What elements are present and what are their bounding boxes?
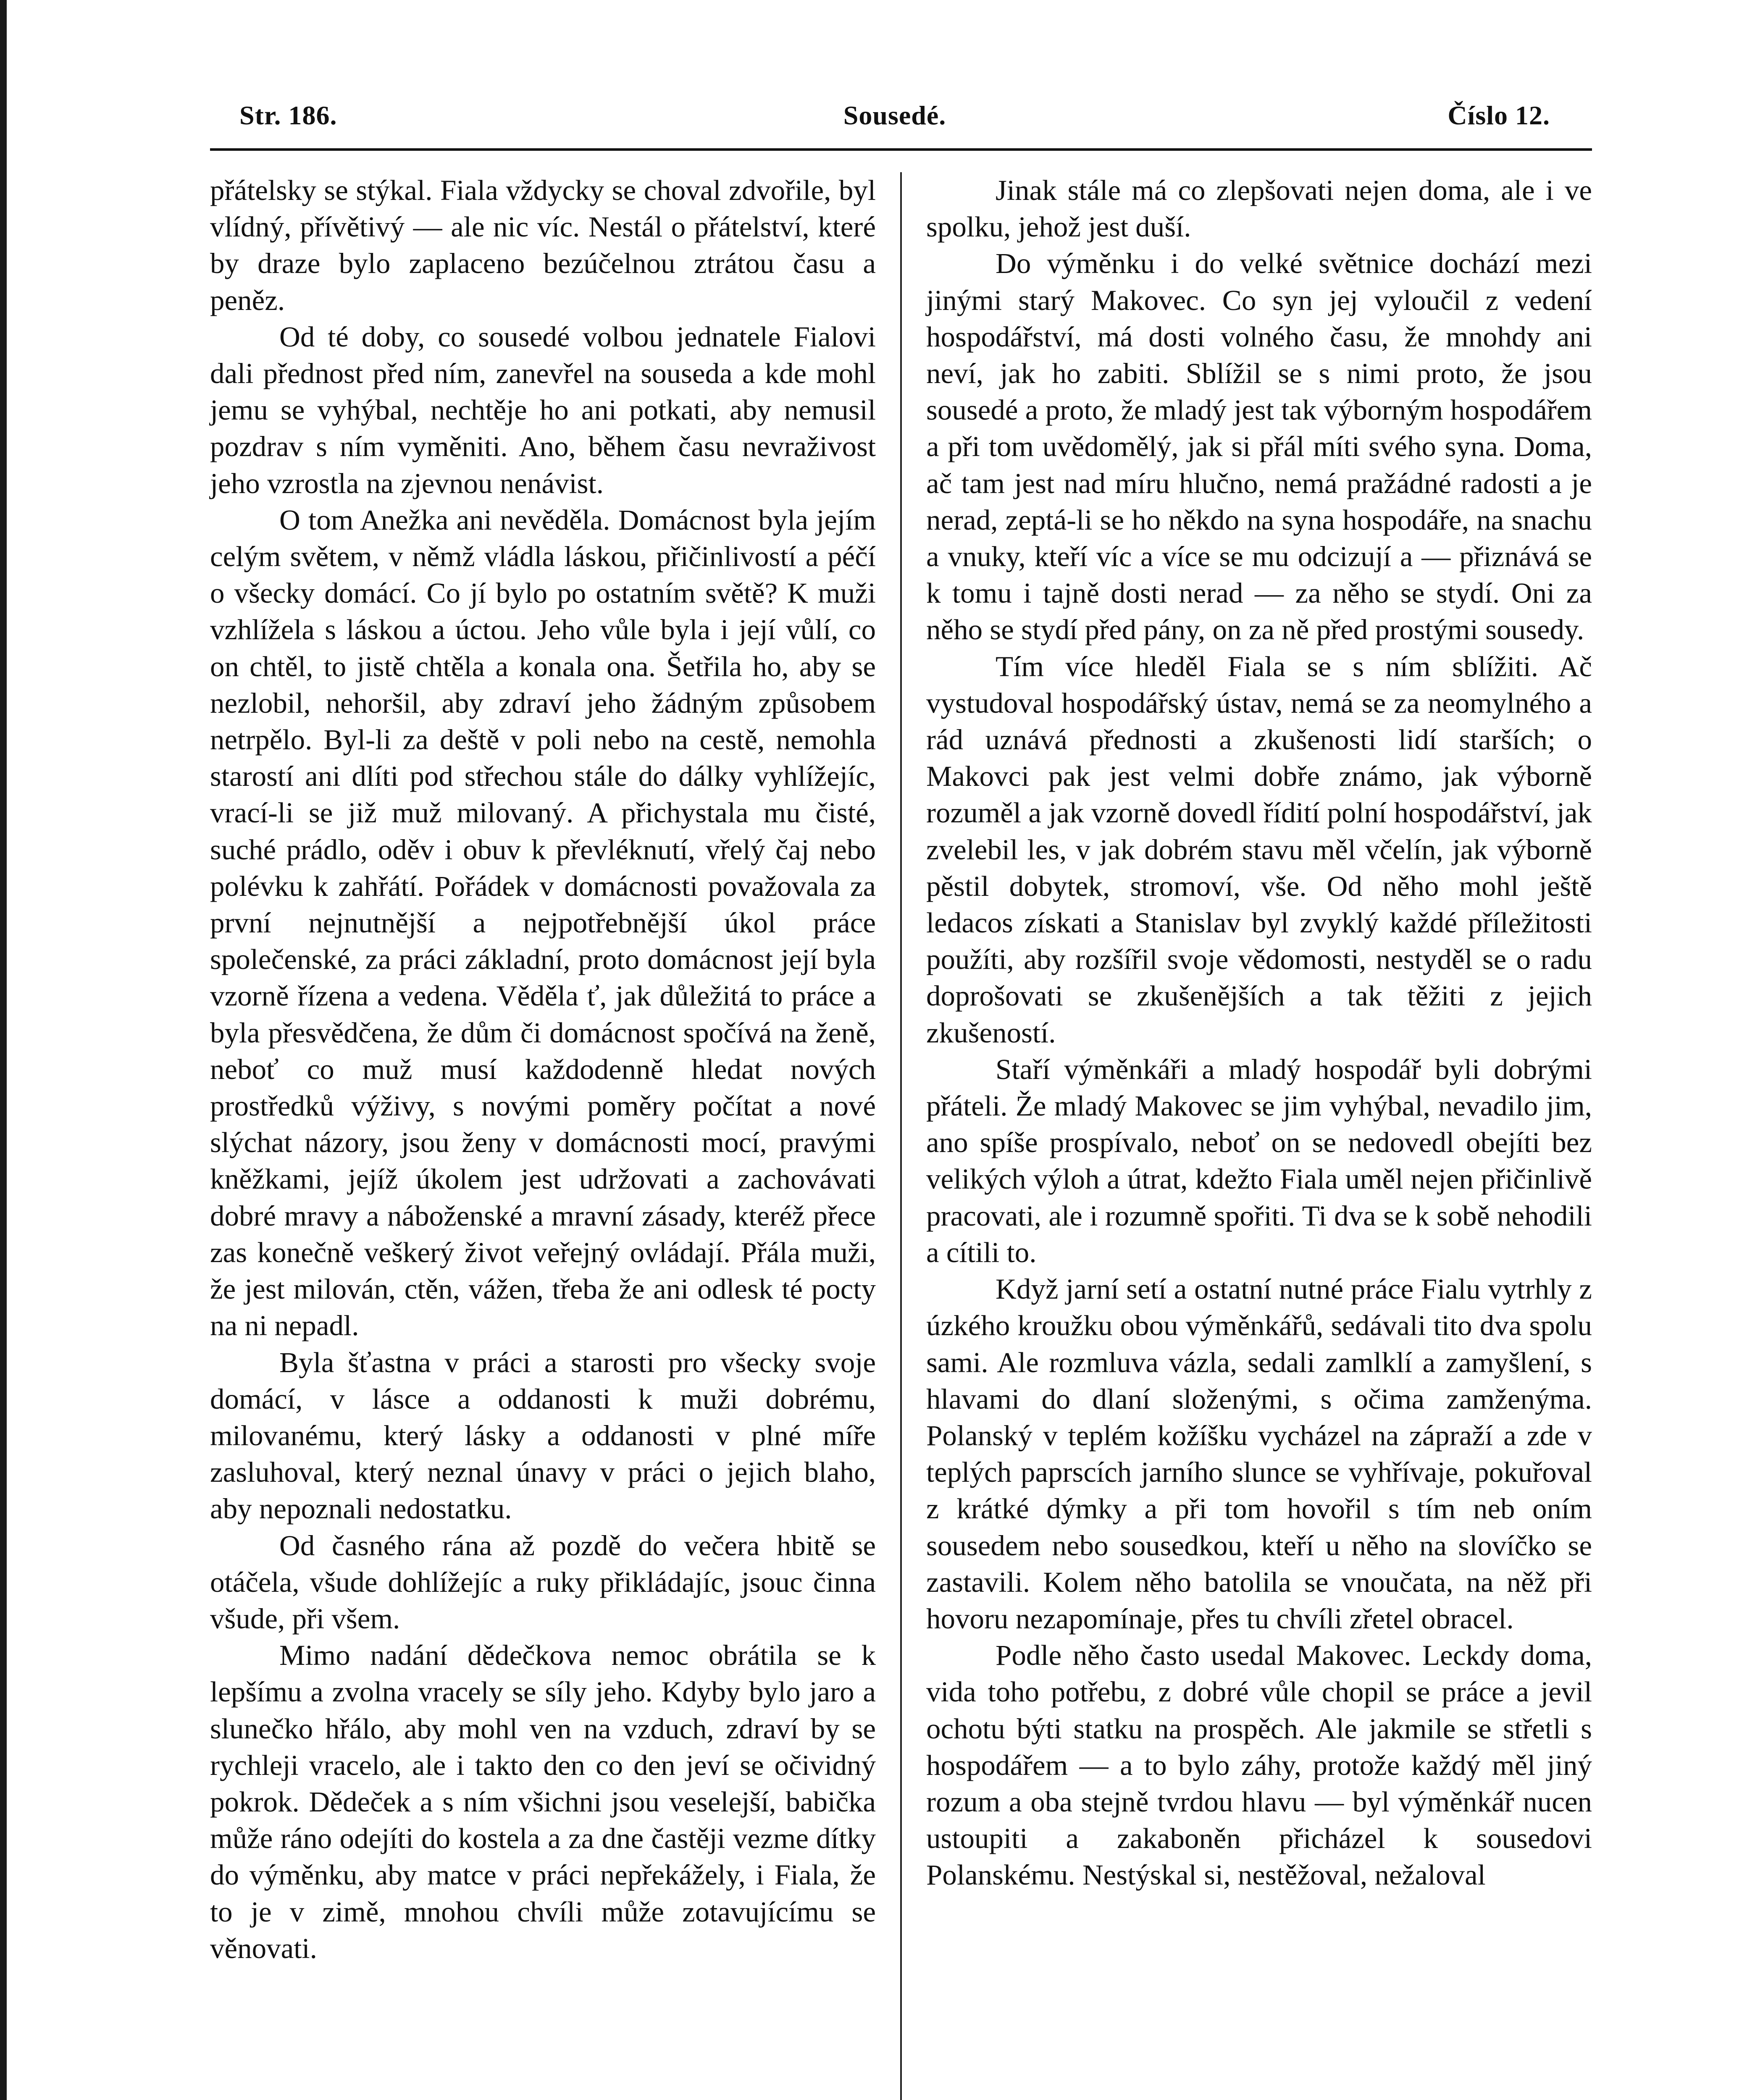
paragraph: Byla šťastna v práci a starosti pro všecky svoje domácí, v lásce a oddanosti k muži dobrému, milovanému, který lásky a oddanosti v plné míře zasluhoval, který neznal únavy v práci o jejich blaho, aby nepoznali nedostatku. xyxy=(210,1346,876,1525)
paragraph: Mimo nadání dědečkova nemoc obrátila se k lepšímu a zvolna vracely se síly jeho. Kdyby bylo jaro a slunečko hřálo, aby mohl ven na vzduch, zdraví by se rychleji vracelo, ale i takto den co den jeví se očividný pokrok. Dědeček a s ním všichni jsou veselejší, babička může ráno odejíti do kostela a za dne častěji vezme dítky do výměnku, aby matce v práci nepřekážely, i Fiala, že to je v zimě, mnohou chvíli může zotavujícímu se věnovati. xyxy=(210,1639,876,1964)
column-divider xyxy=(900,172,902,2100)
page-number: Str. 186. xyxy=(239,100,337,130)
page-header xyxy=(239,100,1550,146)
paragraph: Od časného rána až pozdě do večera hbitě se otáčela, všude dohlížejíc a ruky přikládajíc, jsouc činna všude, při všem. xyxy=(210,1529,876,1635)
paragraph: O tom Anežka ani nevěděla. Domácnost byla jejím celým světem, v němž vládla láskou, přičinlivostí a péčí o všecky domácí. Co jí bylo po ostatním světě? K muži vzhlížela s láskou a úctou. Jeho vůle byla i její vůlí, co on chtěl, to jistě chtěla a konala ona. Šetřila ho, aby se nezlobil, nehoršil, aby zdraví jeho žádným způsobem netrpělo. Byl-li za deště v poli nebo na cestě, nemohla starostí ani dlíti pod střechou stále do dálky vyhlížejíc, vrací-li se již muž milovaný. A přichystala mu čisté, suché prádlo, oděv i obuv k převléknutí, vřelý čaj nebo polévku k zahřátí. Pořádek v domácnosti považovala za první nejnutnější a nejpotřebnější úkol práce společenské, za práci základní, proto domácnost její byla vzorně řízena a vedena. Věděla ť, jak důležitá to práce a byla přesvědčena, že dům či domácnost spočívá na ženě, neboť co muž musí každodenně hledat nových prostředků výživy, s novými poměry počítat a nové slýchat názory, jsou ženy v domácnosti mocí, pravými kněžkami, jejíž úkolem jest udržovati a zachovávati dobré mravy a náboženské a mravní zásady, kteréž přece zas konečně veškerý život veřejný ovládají. Přála muži, že jest milován, ctěn, vážen, třeba že ani odlesk té pocty na ni nepadl. xyxy=(210,504,876,1342)
publication-title: Sousedé. xyxy=(843,100,946,130)
header-rule xyxy=(210,148,1592,151)
left-column xyxy=(210,172,876,1967)
issue-number: Číslo 12. xyxy=(1448,100,1550,130)
paragraph: Tím více hleděl Fiala se s ním sblížiti. Ač vystudoval hospodářský ústav, nemá se za neomylného a rád uznává přednosti a zkušenosti lidí starších; o Makovci pak jest velmi dobře známo, jak výborně rozuměl a jak vzorně dovedl řídití polní hospodářství, jak zvelebil les, v jak dobrém stavu měl včelín, jak výborně pěstil dobytek, stromoví, vše. Od něho mohl ještě ledacos získati a Stanislav byl zvyklý každé příležitosti použíti, aby rozšířil svoje vědomosti, nestyděl se o radu doprošovati se zkušenějších a tak těžiti z jejich zkušeností. xyxy=(926,650,1592,1049)
right-column xyxy=(926,172,1592,1894)
paragraph: Od té doby, co sousedé volbou jednatele Fialovi dali přednost před ním, zanevřel na souseda a kde mohl jemu se vyhýbal, nechtěje ho ani potkati, aby nemusil pozdrav s ním vyměniti. Ano, během času nevraživost jeho vzrostla na zjevnou nenávist. xyxy=(210,320,876,499)
scan-edge xyxy=(0,0,7,2100)
paragraph: Podle něho často usedal Makovec. Leckdy doma, vida toho potřebu, z dobré vůle chopil se práce a jevil ochotu býti statku na prospěch. Ale jakmile se střetli s hospodářem — a to bylo záhy, protože každý měl jiný rozum a oba stejně tvrdou hlavu — byl výměnkář nucen ustoupiti a zakaboněn přicházel k sousedovi Polanskému. Nestýskal si, nestěžoval, nežaloval xyxy=(926,1639,1592,1891)
paragraph: Do výměnku i do velké světnice dochází mezi jinými starý Makovec. Co syn jej vyloučil z vedení hospodářství, má dosti volného času, že mnohdy ani neví, jak ho zabiti. Sblížil se s nimi proto, že jsou sousedé a proto, že mladý jest tak výborným hospodářem a při tom uvědomělý, jak si přál míti svého syna. Doma, ač tam jest nad míru hlučno, nemá pražádné radosti a je nerad, zeptá-li se ho někdo na syna hospodáře, na snachu a vnuky, kteří víc a více se mu odcizují a — přiznává se k tomu i tajně dosti nerad — za něho se stydí. Oni za něho se stydí před pány, on za ně před prostými sousedy. xyxy=(926,247,1592,646)
paragraph: Jinak stále má co zlepšovati nejen doma, ale i ve spolku, jehož jest duší. xyxy=(926,174,1592,243)
paragraph: Staří výměnkáři a mladý hospodář byli dobrými přáteli. Že mladý Makovec se jim vyhýbal, nevadilo jim, ano spíše prospívalo, neboť on se nedovedl obejíti bez velikých výloh a útrat, kdežto Fiala uměl nejen přičinlivě pracovati, ale i rozumně spořiti. Ti dva se k sobě nehodili a cítili to. xyxy=(926,1053,1592,1268)
paragraph: Když jarní setí a ostatní nutné práce Fialu vytrhly z úzkého kroužku obou výměnkářů, sedávali tito dva spolu sami. Ale rozmluva vázla, sedali zamlklí a zamyšlení, s hlavami do dlaní složenými, s očima zamženýma. Polanský v teplém kožíšku vycházel na zápraží a zde v teplých paprscích jarního slunce se vyhřívaje, pokuřoval z krátké dýmky a při tom hovořil s tím neb oním sousedem nebo sousedkou, kteří u něho na slovíčko se zastavili. Kolem něho batolila se vnoučata, na něž při hovoru nezapomínaje, přes tu chvíli zřetel obracel. xyxy=(926,1273,1592,1635)
paragraph: přátelsky se stýkal. Fiala vždycky se choval zdvořile, byl vlídný, přívětivý — ale nic víc. Nestál o přátelství, které by draze bylo zaplaceno bezúčelnou ztrátou času a peněz. xyxy=(210,174,876,316)
